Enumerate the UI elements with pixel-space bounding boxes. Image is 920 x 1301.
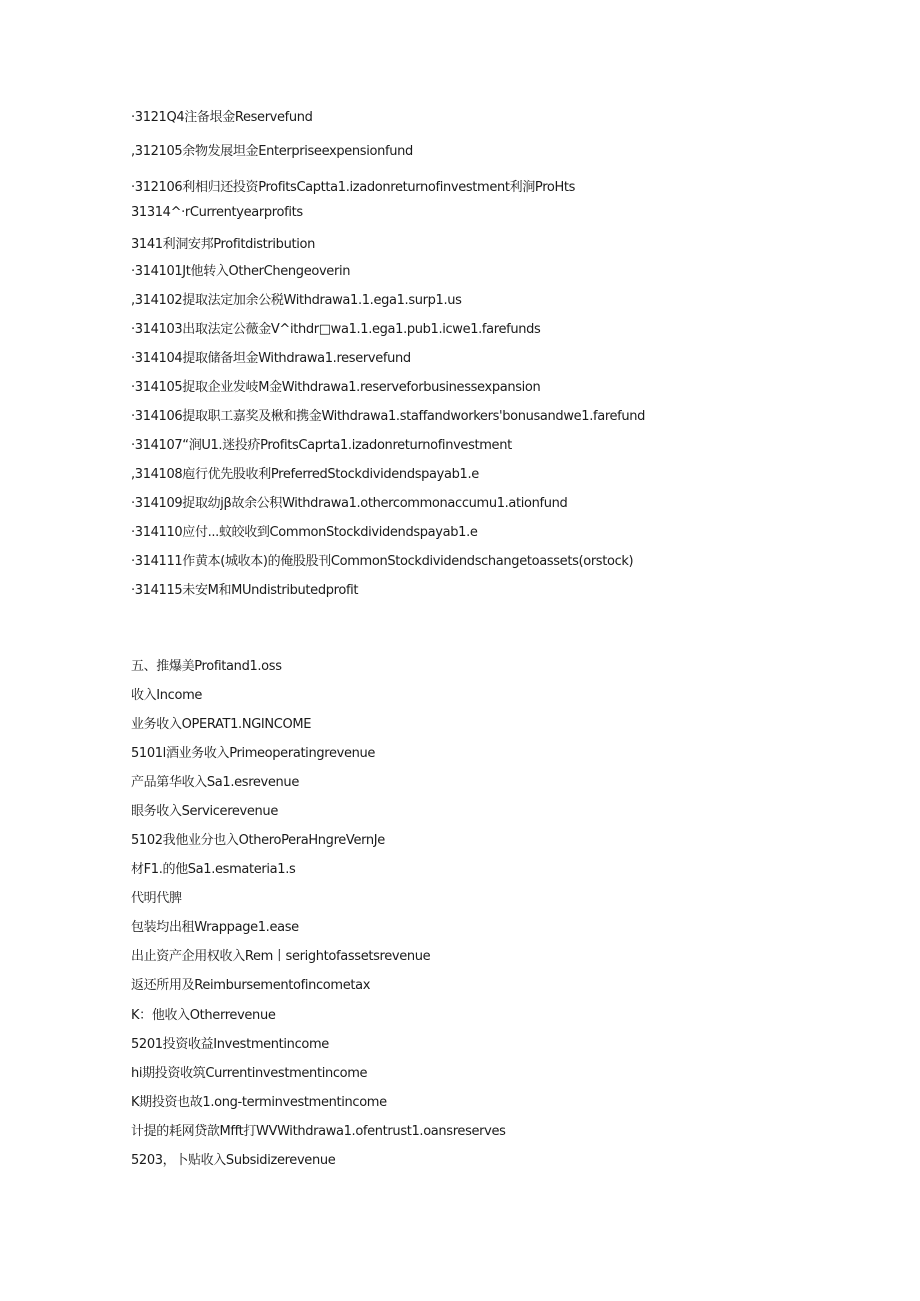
text-line: ·314103出取法定公薇金V^ithdr□wa1.1.ega1.pub1.icwe1.farefunds xyxy=(131,322,541,337)
text-line: 返还所用及Reimbursementofincometax xyxy=(131,978,371,993)
text-line: ·314110应付...蚊皎收到CommonStockdividendspayab1.e xyxy=(131,525,478,540)
text-line: 5203，卜贴收入Subsidizerevenue xyxy=(131,1153,336,1168)
text-line: ·3121Q4注备垠金Reservefund xyxy=(131,110,313,125)
text-line: ·314104提取储备坦金Withdrawa1.reservefund xyxy=(131,351,411,366)
text-line: 3141利洞安邦Profitdistribution xyxy=(131,237,315,252)
text-line: ·314111作黄本(城收本)的俺股股刊CommonStockdividendschangetoassets(orstock) xyxy=(131,554,634,569)
text-line: 收入Income xyxy=(131,688,203,703)
text-line: 产品第华收入Sa1.esrevenue xyxy=(131,775,299,790)
text-line: hi期投资收筑Currentinvestmentincome xyxy=(131,1066,368,1081)
text-line: ·314115未安M和MUndistributedprofit xyxy=(131,583,359,598)
text-line: 5102我他业分也入OtheroPeraHngreVernJe xyxy=(131,833,385,848)
text-line: ·314101Jt他转入OtherChengeoverin xyxy=(131,264,351,279)
text-line: 眼务收入Servicerevenue xyxy=(131,804,278,819)
text-line: ·312106利相归还投资ProfitsCaptta1.izadonreturnofinvestment利涧ProHts xyxy=(131,180,576,195)
text-line: 包装均出租Wrappage1.ease xyxy=(131,920,299,935)
text-line: ·314109捉取幼jβ故余公积Withdrawa1.othercommonaccumu1.ationfund xyxy=(131,496,568,511)
text-line: ,314108庖行优先股收利PreferredStockdividendspayab1.e xyxy=(131,467,479,482)
text-line: K：他收入Otherrevenue xyxy=(131,1008,276,1023)
text-line: 业务收入OPERAT1.NGINCOME xyxy=(131,717,312,732)
section-heading: 五、推爆美Profitand1.oss xyxy=(131,659,282,674)
text-line: 材F1.的他Sa1.esmateria1.s xyxy=(131,862,296,877)
text-line: 计提的耗网贷歆Mfft打WVWithdrawa1.ofentrust1.oansreserves xyxy=(131,1124,506,1139)
text-line: ,314102提取法定加余公税Withdrawa1.1.ega1.surp1.us xyxy=(131,293,462,308)
text-line: ·314106提取职工嘉奖及楸和携金Withdrawa1.staffandworkers'bonusandwe1.farefund xyxy=(131,409,646,424)
text-line: 出止资产企用权收入Rem丨serightofassetsrevenue xyxy=(131,949,431,964)
text-line: 31314^·rCurrentyearprofits xyxy=(131,205,303,220)
text-line: K期投资也故1.ong-terminvestmentincome xyxy=(131,1095,387,1110)
text-line: 5201投资收益Investmentincome xyxy=(131,1037,329,1052)
text-line: 5101l酒业务收入Primeoperatingrevenue xyxy=(131,746,376,761)
text-line: 代明代脾 xyxy=(131,891,182,906)
text-line: ·314105捉取企业发岐M金Withdrawa1.reserveforbusinessexpansion xyxy=(131,380,541,395)
text-line: ,312105余物发展坦金Enterpriseexpensionfund xyxy=(131,144,413,159)
text-line: ·314107“涧U1.迷投疥ProfitsCaprta1.izadonreturnofinvestment xyxy=(131,438,512,453)
